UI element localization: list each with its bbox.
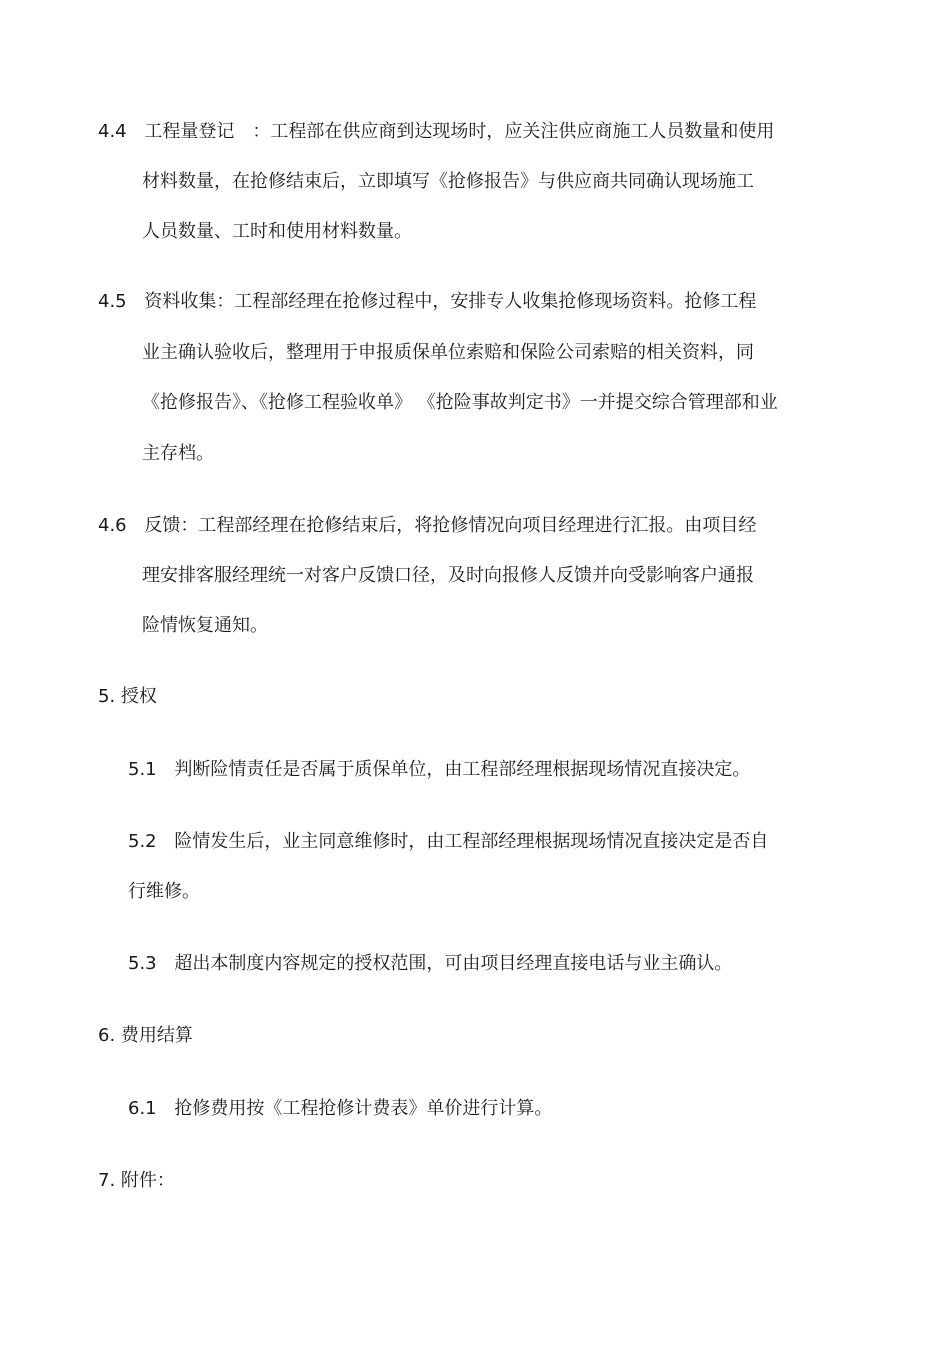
section-4-5-line-3: 《抢修报告》、《抢修工程验收单》 《抢险事故判定书》一并提交综合管理部和业: [142, 392, 778, 413]
section-4-4-line-1: [98, 120, 774, 144]
section-5-2-text-1: 险情发生后，业主同意维修时，由工程部经理根据现场情况直接决定是否自: [174, 831, 769, 852]
section-4-6-line-2: 理安排客服经理统一对客户反馈口径，及时向报修人反馈并向受影响客户通报: [142, 565, 754, 586]
section-5-1-line-1: [128, 758, 750, 782]
section-5-3-number: 5.3: [128, 953, 157, 974]
section-6-1-number: 6.1: [128, 1098, 157, 1119]
section-4-5-line-2: 业主确认验收后，整理用于申报质保单位索赔和保险公司索赔的相关资料，同: [142, 342, 754, 363]
section-5-2-number: 5.2: [128, 831, 157, 852]
section-4-6-number: 4.6: [98, 515, 127, 536]
section-5-2-line-2: 行维修。: [128, 881, 200, 902]
section-4-6-line-3: 险情恢复通知。: [142, 615, 268, 636]
section-4-4-text-1: 工程量登记 ：工程部在供应商到达现场时，应关注供应商施工人员数量和使用: [144, 121, 775, 142]
section-4-6-text-1: 反馈：工程部经理在抢修结束后，将抢修情况向项目经理进行汇报。由项目经: [144, 515, 757, 536]
section-4-5-line-1: [98, 290, 756, 314]
section-5-2-line-1: [128, 830, 768, 854]
section-4-5-number: 4.5: [98, 291, 127, 312]
section-4-4-line-2: 材料数量，在抢修结束后，立即填写《抢修报告》与供应商共同确认现场施工: [142, 171, 754, 192]
section-4-4-line-3: 人员数量、工时和使用材料数量。: [142, 221, 412, 242]
section-5-1-number: 5.1: [128, 759, 157, 780]
section-7-heading: 7. 附件：: [98, 1170, 175, 1191]
section-4-4-number: 4.4: [98, 121, 127, 142]
section-4-5-line-4: 主存档。: [142, 443, 214, 464]
section-4-6-line-1: [98, 514, 756, 538]
section-5-heading: 5. 授权: [98, 686, 157, 707]
section-6-heading: 6. 费用结算: [98, 1025, 193, 1046]
section-5-3-text: 超出本制度内容规定的授权范围，可由项目经理直接电话与业主确认。: [174, 953, 733, 974]
section-4-5-text-1: 资料收集：工程部经理在抢修过程中，安排专人收集抢修现场资料。抢修工程: [144, 291, 757, 312]
section-5-3-line-1: [128, 952, 732, 976]
section-6-1-text: 抢修费用按《工程抢修计费表》单价进行计算。: [174, 1098, 553, 1119]
section-5-1-text: 判断险情责任是否属于质保单位，由工程部经理根据现场情况直接决定。: [174, 759, 751, 780]
section-6-1-line-1: [128, 1097, 552, 1121]
